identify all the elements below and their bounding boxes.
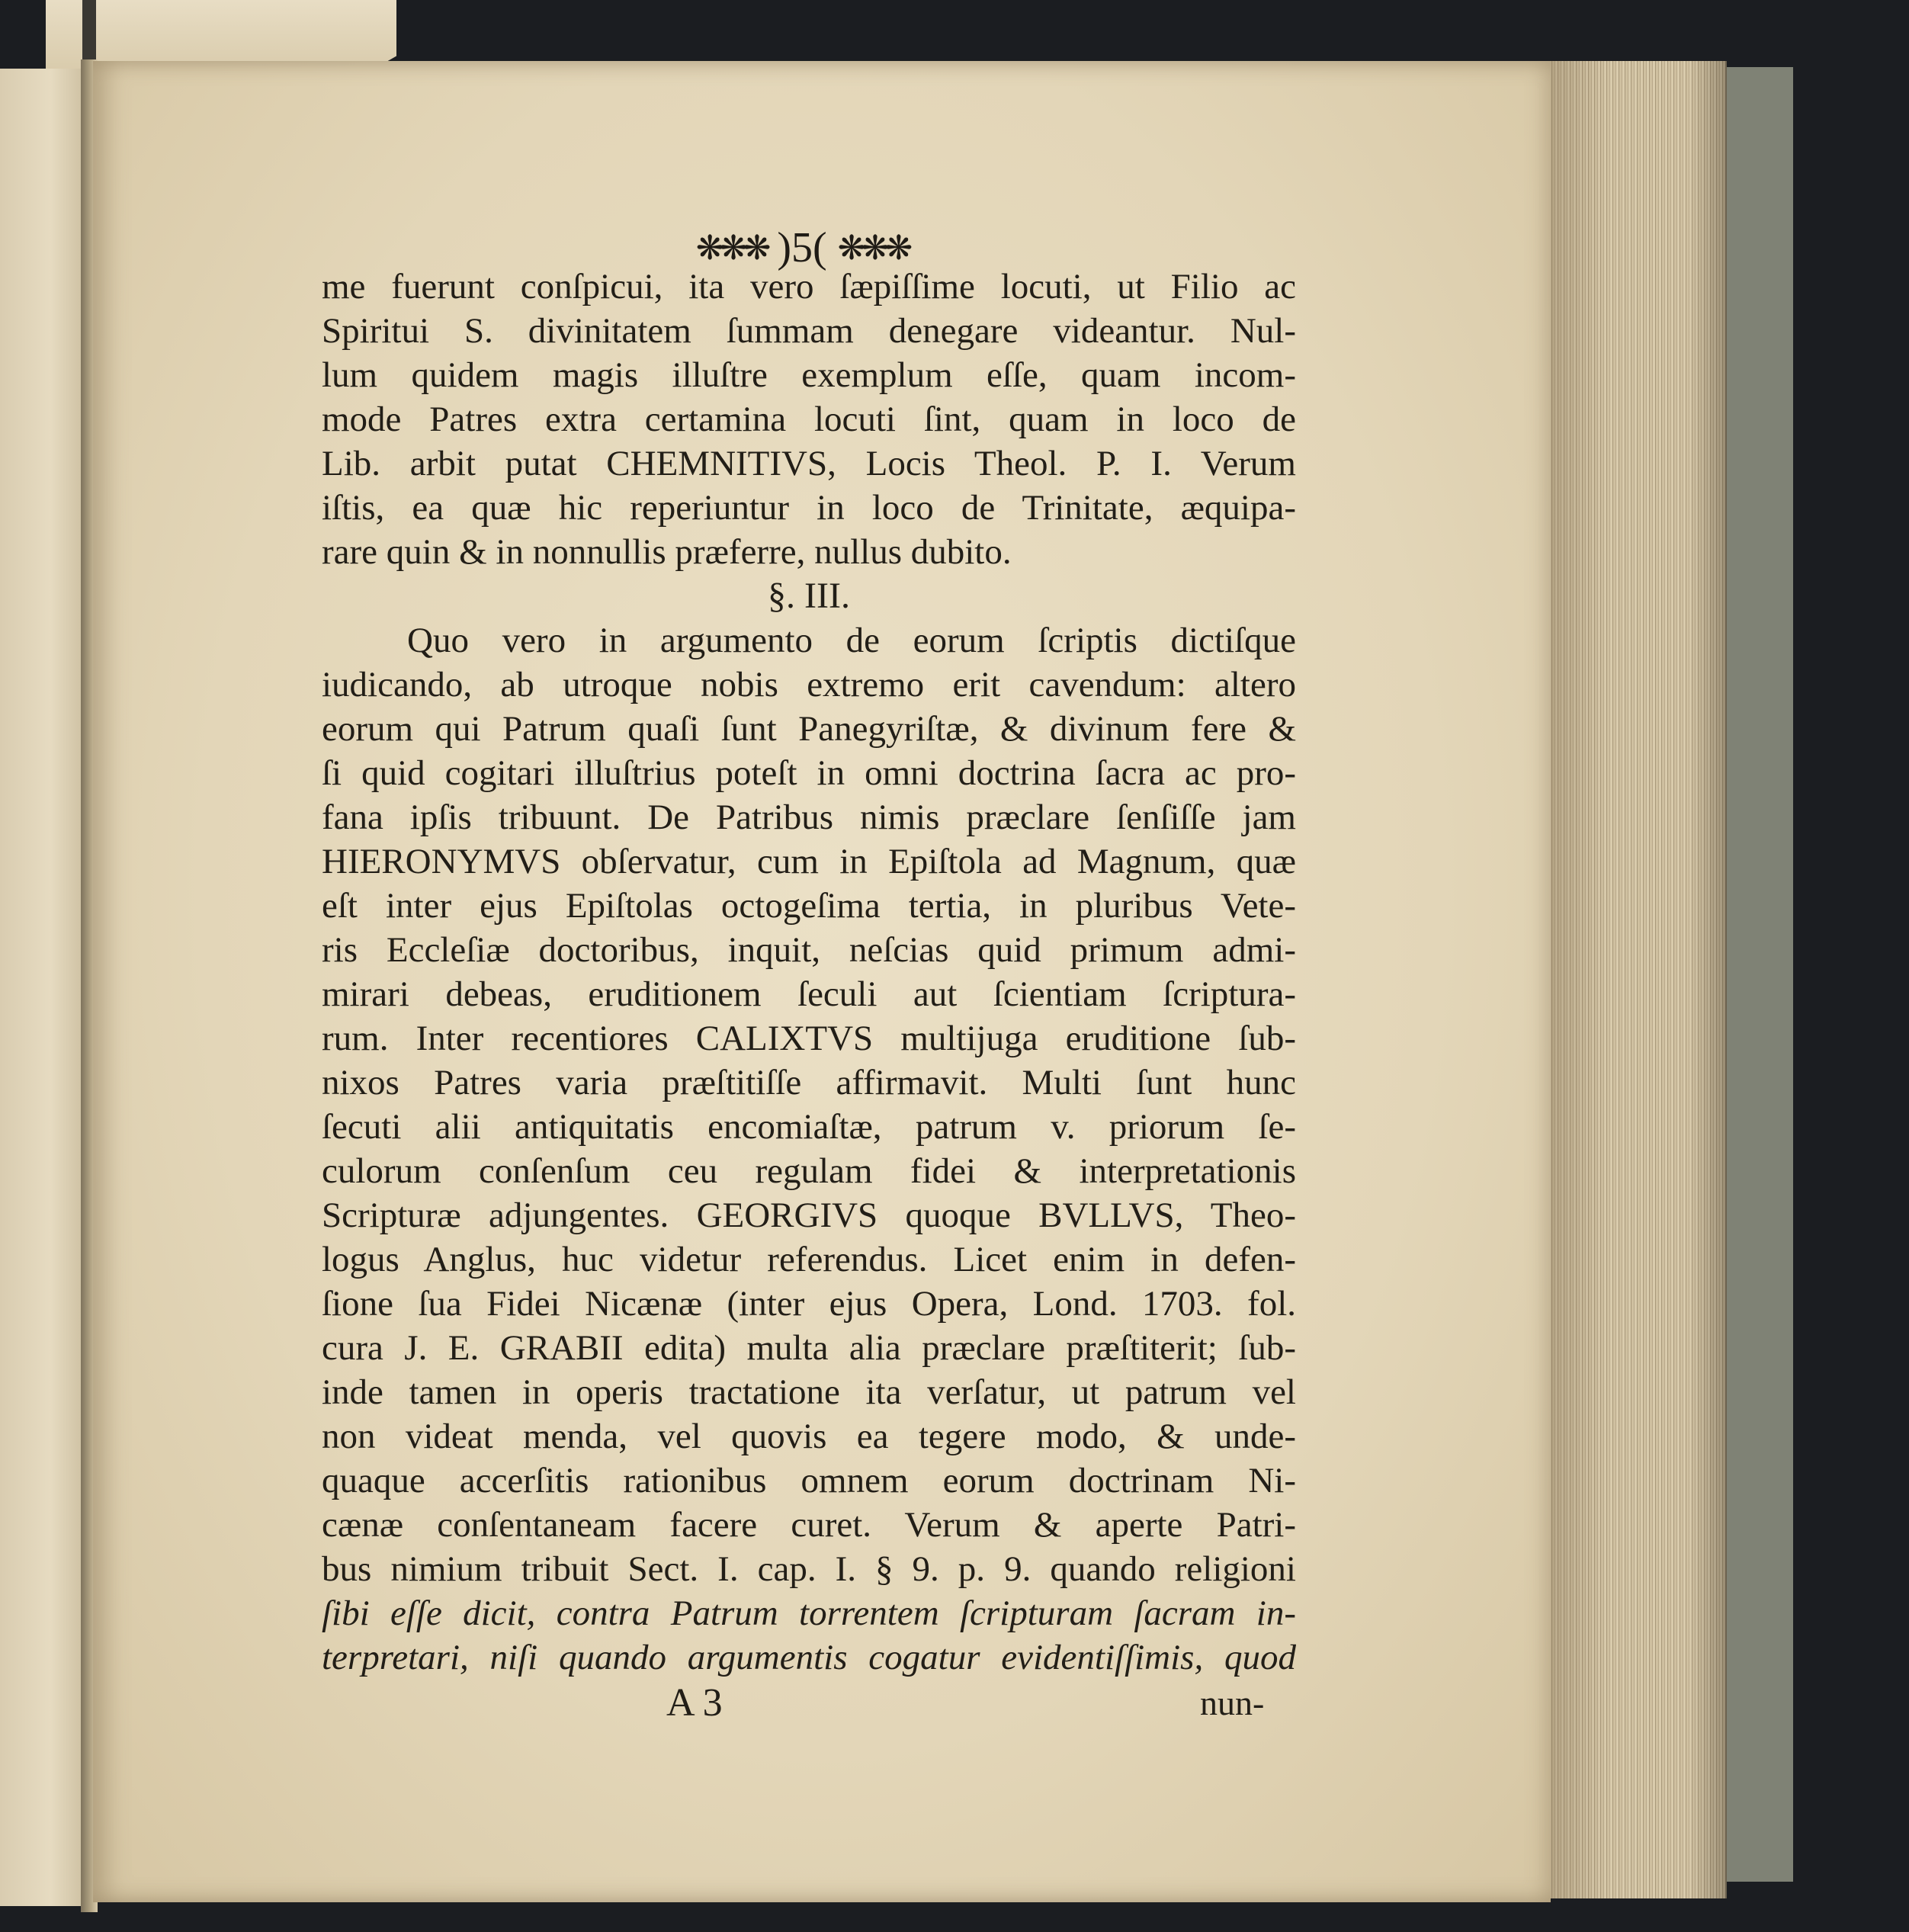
text-line: iſtis, ea quæ hic reperiuntur in loco de Trinitate, æquipa- bbox=[322, 488, 1296, 528]
text-line: ſione ſua Fidei Nicænæ (inter ejus Opera, Lond. 1703. fol. bbox=[322, 1284, 1296, 1324]
text-line: ſecuti alii antiquitatis encomiaſtæ, patrum v. priorum ſe- bbox=[322, 1107, 1296, 1147]
text-line: HIERONYMVS obſervatur, cum in Epiſtola ad Magnum, quæ bbox=[322, 842, 1296, 881]
text-line: Lib. arbit putat CHEMNITIVS, Locis Theol. P. I. Verum bbox=[322, 444, 1296, 483]
right-ornament-icon: ❋❋❋ bbox=[837, 229, 909, 267]
text-line: rum. Inter recentiores CALIXTVS multijuga eruditione ſub- bbox=[322, 1019, 1296, 1058]
text-line: me fuerunt conſpicui, ita vero ſæpiſſime locuti, ut Filio ac bbox=[322, 267, 1296, 306]
catchword: nun- bbox=[1200, 1683, 1265, 1722]
text-line: terpretari, niſi quando argumentis cogatur evidentiſſimis, quod bbox=[322, 1638, 1296, 1677]
text-line: eorum qui Patrum quaſi ſunt Panegyriſtæ, & divinum fere & bbox=[322, 709, 1296, 749]
back-cover-board bbox=[1721, 67, 1793, 1882]
left-page-edge bbox=[0, 69, 93, 1906]
text-line: cura J. E. GRABII edita) multa alia præclare præſtiterit; ſub- bbox=[322, 1328, 1296, 1368]
text-line: rare quin & in nonnullis præferre, nullus dubito. bbox=[322, 532, 1012, 572]
text-line: non videat menda, vel quovis ea tegere modo, & unde- bbox=[322, 1417, 1296, 1456]
text-line: mirari debeas, eruditionem ſeculi aut ſcientiam ſcriptura- bbox=[322, 974, 1296, 1014]
section-heading: §. III. bbox=[768, 576, 850, 616]
left-ornament-icon: ❋❋❋ bbox=[695, 229, 767, 267]
text-line: fana ipſis tribuunt. De Patribus nimis præclare ſenſiſſe jam bbox=[322, 798, 1296, 837]
fore-edge-shading bbox=[1546, 61, 1725, 1898]
text-line: ris Eccleſiæ doctoribus, inquit, neſcias quid primum admi- bbox=[322, 930, 1296, 970]
text-line: quaque accerſitis rationibus omnem eorum doctrinam Ni- bbox=[322, 1461, 1296, 1500]
page-number: )5( bbox=[777, 224, 827, 271]
text-line: Scripturæ adjungentes. GEORGIVS quoque BVLLVS, Theo- bbox=[322, 1195, 1296, 1235]
text-line: inde tamen in operis tractatione ita verſatur, ut patrum vel bbox=[322, 1372, 1296, 1412]
text-line: cænæ conſentaneam facere curet. Verum & aperte Patri- bbox=[322, 1505, 1296, 1545]
text-line: bus nimium tribuit Sect. I. cap. I. § 9. p. 9. quando religioni bbox=[322, 1549, 1296, 1589]
text-line: lum quidem magis illuſtre exemplum eſſe, quam incom- bbox=[322, 355, 1296, 395]
signature-mark: A 3 bbox=[666, 1681, 723, 1725]
text-line: eſt inter ejus Epiſtolas octogeſima tertia, in pluribus Vete- bbox=[322, 886, 1296, 926]
text-line: Quo vero in argumento de eorum ſcriptis dictiſque bbox=[407, 621, 1296, 660]
text-line: culorum conſenſum ceu regulam fidei & interpretationis bbox=[322, 1151, 1296, 1191]
text-line: ſi quid cogitari illuſtrius poteſt in omni doctrina ſacra ac pro- bbox=[322, 753, 1296, 793]
text-line: mode Patres extra certamina locuti ſint, quam in loco de bbox=[322, 400, 1296, 439]
text-line: Spiritui S. divinitatem ſummam denegare videantur. Nul- bbox=[322, 311, 1296, 351]
recto-page bbox=[93, 61, 1551, 1902]
text-line: logus Anglus, huc videtur referendus. Licet enim in defen- bbox=[322, 1240, 1296, 1279]
text-line: nixos Patres varia præſtitiſſe affirmavit. Multi ſunt hunc bbox=[322, 1063, 1296, 1102]
text-line: ſibi eſſe dicit, contra Patrum torrentem ſcripturam ſacram in- bbox=[322, 1593, 1296, 1633]
text-line: iudicando, ab utroque nobis extremo erit cavendum: altero bbox=[322, 665, 1296, 704]
